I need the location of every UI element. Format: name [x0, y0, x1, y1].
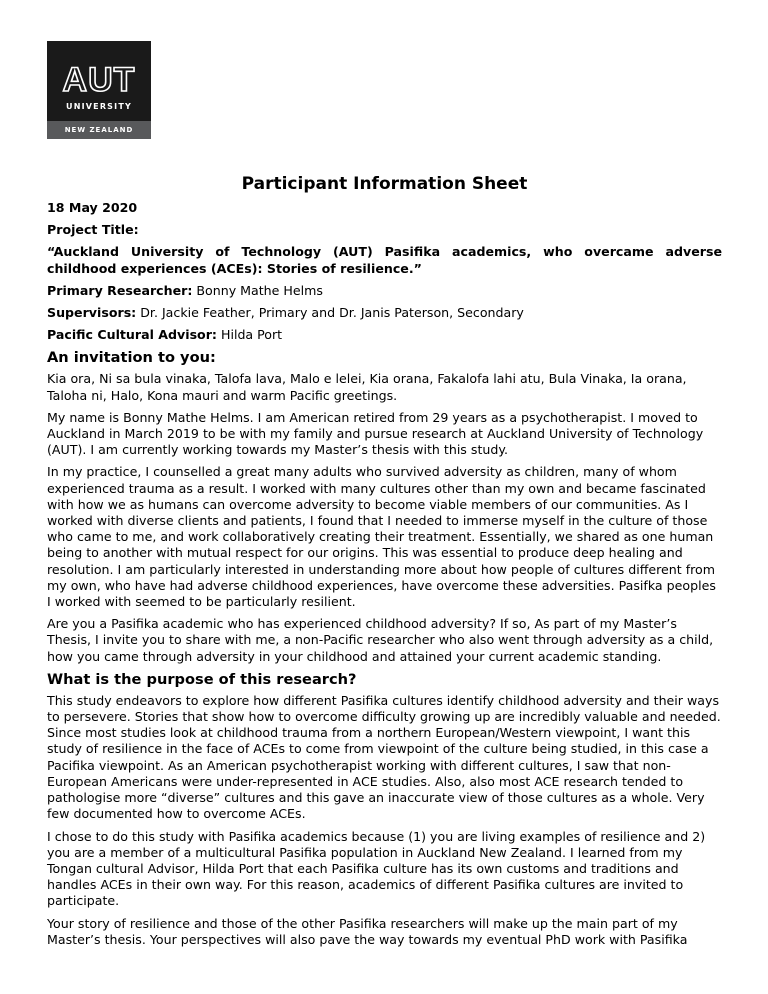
cultural-advisor-value: Hilda Port	[216, 327, 283, 343]
primary-researcher-label: Primary Researcher:	[47, 282, 193, 298]
project-title-label: Project Title:	[47, 222, 139, 238]
logo-wordmark: AUT	[62, 61, 136, 99]
logo-university: UNIVERSITY	[66, 102, 132, 111]
logo-country-bar: NEW ZEALAND	[47, 121, 151, 139]
project-title: “Auckland University of Technology (AUT) Pasifika academics, who overcame adverse childhood experiences (ACEs): Stories of resilience.”	[47, 244, 722, 276]
document-date: 18 May 2020	[47, 200, 138, 215]
supervisors-value: Dr. Jackie Feather, Primary and Dr. Janis Paterson, Secondary	[136, 305, 524, 321]
paragraph: This study endeavors to explore how different Pasifika cultures identify childhood adversity and their ways to persevere. Stories that show how to overcome difficulty growing up are incredibly valuable and needed. Since most studies look at childhood trauma from a northern European/Western viewpoint, I want this study of resilience in the face of ACEs to come from viewpoint of the culture being studied, in this case a Pacifika viewpoint. As an American psychotherapist working with different cultures, I saw that non-European Americans were under-represented in ACE studies. Also, also most ACE research tended to pathologise more “diverse” cultures and this gave an inaccurate view of those cultures as a whole. Very few documented how to overcome ACEs.	[47, 692, 721, 822]
paragraph: Your story of resilience and those of the other Pasifika researchers will make up the main part of my Master’s thesis. Your perspectives will also pave the way towards my eventual PhD work with Pasifika	[47, 915, 688, 947]
section-heading-invitation: An invitation to you:	[47, 349, 216, 367]
paragraph: My name is Bonny Mathe Helms. I am American retired from 29 years as a psychotherapist. I moved to Auckland in March 2019 to be with my family and pursue research at Auckland University of Technology (AUT). I am currently working towards my Master’s thesis with this study.	[47, 409, 704, 458]
paragraph: Are you a Pasifika academic who has experienced childhood adversity? If so, As part of my Master’s Thesis, I invite you to share with me, a non-Pacific researcher who also went through adversity as a child, how you came through adversity in your childhood and attained your current academic standing.	[47, 616, 714, 664]
primary-researcher-value: Bonny Mathe Helms	[192, 282, 323, 298]
section-heading-purpose: What is the purpose of this research?	[47, 670, 357, 688]
paragraph: Kia ora, Ni sa bula vinaka, Talofa lava, Malo e lelei, Kia orana, Fakalofa lahi atu, Bula Vinaka, Ia orana, Taloha ni, Halo, Kona mauri and warm Pacific greetings.	[47, 371, 687, 403]
supervisors-label: Supervisors:	[47, 305, 137, 321]
paragraph: In my practice, I counselled a great many adults who survived adversity as children, many of whom experienced trauma as a result. I worked with many cultures other than my own and became fascinated with how we as humans can overcome adversity to become viable members of our communities. As I worked with diverse clients and patients, I found that I needed to immerse myself in the culture of those who came to me, and work collaboratively creating their treatment. Essentially, we shared as one human being to another with mutual respect for our origins. This was essential to produce deep healing and resolution. I am particularly interested in understanding more about how people of cultures different from my own, who have had adverse childhood experiences, have overcome these adversities. Pasifka peoples I worked with seemed to be particularly resilient.	[47, 464, 716, 610]
page-title: Participant Information Sheet	[241, 174, 528, 194]
cultural-advisor-label: Pacific Cultural Advisor:	[47, 327, 217, 343]
cultural-advisor	[47, 327, 722, 343]
supervisors	[47, 305, 722, 321]
aut-logo	[47, 41, 151, 139]
primary-researcher	[47, 283, 722, 299]
document-body	[47, 174, 722, 954]
paragraph: I chose to do this study with Pasifika academics because (1) you are living examples of resilience and 2) you are a member of a multicultural Pasifika population in Auckland New Zealand. I learned from my Tongan cultural Advisor, Hilda Port that each Pasifika culture has its own customs and traditions and handles ACEs in their own way. For this reason, academics of different Pasifika cultures are invited to participate.	[47, 828, 706, 909]
